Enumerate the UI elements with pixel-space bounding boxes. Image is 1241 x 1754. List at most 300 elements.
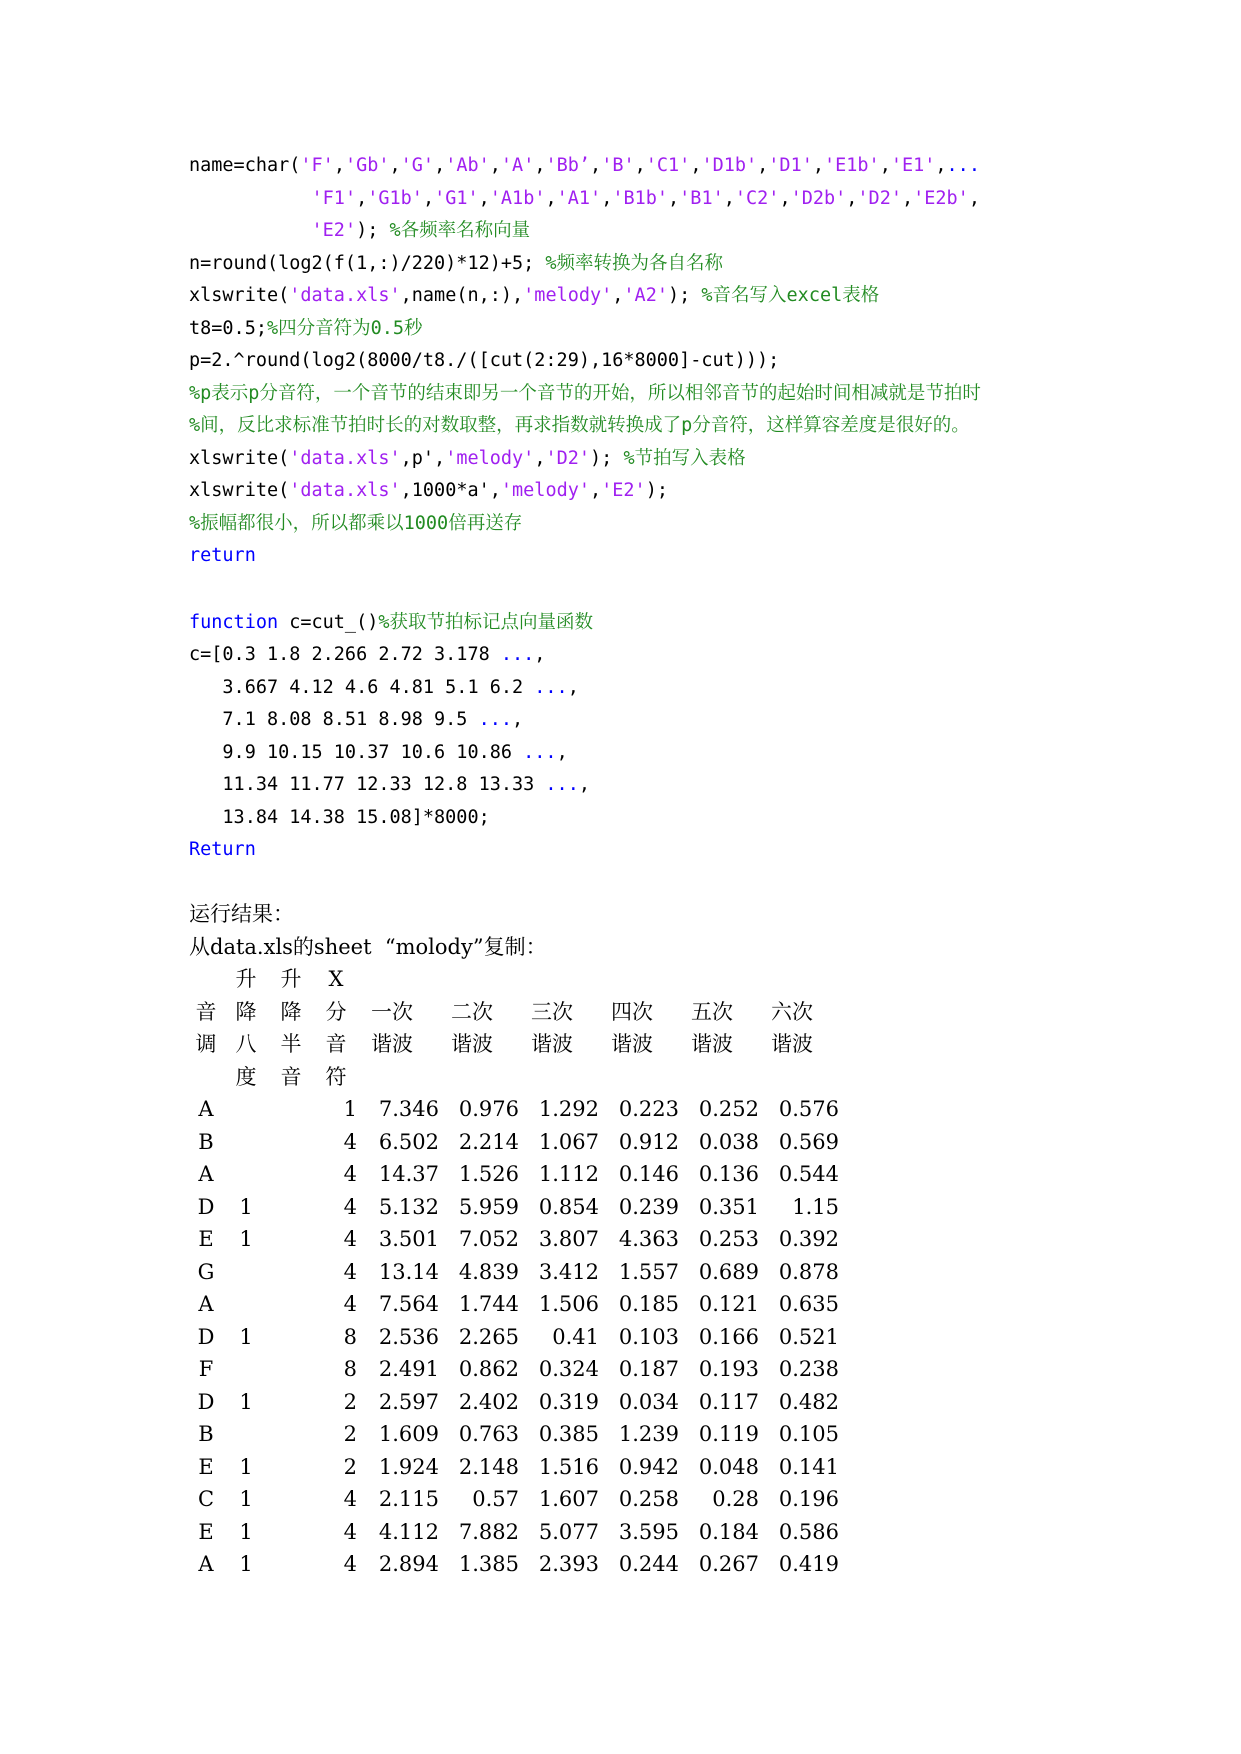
table-cell: 0.038: [698, 1129, 759, 1154]
table-header-cell: 八: [235, 1032, 257, 1056]
table-header-cell: 谐波: [371, 1032, 413, 1056]
code-text: ,: [534, 155, 546, 176]
table-cell: [269, 1126, 313, 1159]
table-header-row: [189, 963, 839, 996]
table-cell: [223, 1158, 269, 1191]
table-cell: 0.267: [698, 1552, 759, 1576]
table-header-cell: X: [328, 967, 344, 991]
code-string: 'melody': [500, 480, 590, 501]
table-cell: 1.506: [538, 1292, 599, 1316]
table-header-row: [189, 1028, 839, 1061]
table-header-cell: 度: [235, 1064, 257, 1089]
table-cell: [269, 1256, 313, 1289]
table-cell: 1.516: [538, 1454, 599, 1479]
code-line: [189, 215, 1149, 248]
code-string: 'data.xls': [289, 480, 401, 501]
table-header-cell: [679, 963, 759, 996]
table-cell: 1.292: [538, 1097, 599, 1121]
table-cell: [223, 1418, 269, 1451]
code-comment: %音名写入excel表格: [701, 285, 880, 306]
code-comment: %振幅都很小，所以都乘以1000倍再送存: [189, 512, 523, 534]
code-string: 'F1': [311, 187, 357, 209]
table-cell: 1.385: [458, 1552, 519, 1576]
code-string: 'E2b': [913, 187, 969, 209]
code-text: ,1000*a',: [400, 480, 501, 501]
table-header-cell: 谐波: [771, 1032, 813, 1056]
table-cell: 0.244: [618, 1552, 679, 1576]
code-string: 'G1b': [367, 187, 423, 209]
code-keyword: ...: [946, 155, 980, 176]
code-text: xlswrite(: [189, 480, 290, 501]
code-keyword: ...: [478, 709, 513, 730]
table-cell: 2.597: [378, 1389, 439, 1414]
table-cell: 4: [343, 1259, 357, 1284]
table-cell: 5.959: [458, 1194, 519, 1219]
table-row: [189, 1321, 839, 1354]
table-cell: 2.115: [378, 1487, 439, 1511]
harmonics-table: [189, 963, 839, 1581]
table-cell: [223, 1126, 269, 1159]
table-cell: 0.324: [538, 1357, 599, 1381]
table-cell: 0.252: [698, 1097, 759, 1121]
table-header-cell: 谐波: [531, 1032, 573, 1056]
code-string: 'Bb’: [545, 155, 591, 176]
table-cell: 1.112: [538, 1162, 599, 1186]
table-cell: 14.37: [378, 1162, 439, 1186]
code-string: 'A': [500, 155, 535, 176]
table-cell: 1: [239, 1324, 253, 1349]
table-cell: 1.744: [458, 1292, 519, 1316]
code-text: ,: [690, 155, 702, 176]
code-string: 'D2b': [790, 187, 847, 209]
table-cell: 0.166: [698, 1324, 759, 1349]
result-subheading: 从data.xls的sheet “molody”复制：: [189, 934, 547, 959]
table-cell: 2: [343, 1454, 357, 1479]
table-cell: 0.942: [618, 1454, 679, 1479]
code-text: ,: [356, 187, 368, 209]
table-cell: 0.187: [618, 1357, 679, 1381]
table-cell: 3.807: [538, 1227, 599, 1251]
table-cell: [269, 1418, 313, 1451]
code-string: 'Ab': [445, 155, 490, 176]
result-heading: 运行结果：: [189, 902, 294, 926]
table-header-cell: 半: [280, 1032, 302, 1056]
code-keyword: return: [189, 545, 256, 566]
code-text: ,: [534, 447, 546, 469]
table-cell: 1: [239, 1389, 253, 1414]
table-cell: 0.253: [698, 1227, 759, 1251]
table-cell: 0.544: [778, 1162, 839, 1186]
table-header-cell: [189, 1061, 223, 1094]
code-text: ,: [389, 155, 401, 176]
code-text: ,: [723, 187, 735, 209]
code-line: [189, 737, 1149, 770]
code-string: 'E1': [890, 155, 936, 176]
table-cell: 0.184: [698, 1519, 759, 1544]
code-text: c=[0.3 1.8 2.266 2.72 3.178: [189, 644, 501, 665]
code-line: [189, 313, 1149, 346]
code-text: ,: [779, 187, 791, 209]
table-row: [189, 1548, 839, 1581]
table-cell: 0.196: [778, 1487, 839, 1511]
table-cell: A: [198, 1162, 214, 1186]
code-comment: %p表示p分音符，一个音节的结束即另一个音节的开始，所以相邻音节的起始时间相减就是节拍时: [189, 382, 981, 404]
code-text: [189, 220, 312, 241]
result-section: [189, 898, 547, 963]
table-header-cell: [599, 963, 679, 996]
matlab-code-block: [189, 150, 1149, 867]
code-keyword: ...: [545, 774, 579, 795]
table-cell: 4: [343, 1194, 357, 1219]
table-header-row: [189, 1061, 839, 1094]
table-cell: [269, 1158, 313, 1191]
table-cell: 0.258: [618, 1487, 679, 1511]
code-line: [189, 573, 1149, 607]
code-keyword: ...: [534, 676, 568, 698]
table-row: [189, 1353, 839, 1386]
table-cell: 0.351: [698, 1194, 759, 1219]
table-header-cell: 六次: [771, 999, 813, 1024]
table-cell: 1: [343, 1097, 357, 1121]
table-cell: 13.14: [378, 1259, 439, 1284]
code-line: [189, 345, 1149, 378]
table-row: [189, 1223, 839, 1256]
code-text: ,: [434, 155, 446, 176]
table-cell: E: [198, 1227, 214, 1251]
table-cell: [269, 1321, 313, 1354]
code-line: [189, 410, 1149, 443]
code-text: xlswrite(: [189, 285, 290, 306]
table-cell: 0.862: [458, 1357, 519, 1381]
table-cell: 4.839: [458, 1259, 519, 1284]
table-cell: 4.112: [378, 1519, 439, 1544]
code-text: ,: [512, 709, 524, 730]
table-cell: 0.392: [778, 1227, 839, 1251]
code-text: ,: [590, 155, 602, 176]
table-header-cell: 音: [280, 1064, 302, 1089]
table-cell: 7.346: [378, 1097, 439, 1121]
table-cell: 0.117: [698, 1389, 759, 1414]
table-cell: 0.319: [538, 1389, 599, 1414]
table-row: [189, 1126, 839, 1159]
table-cell: 2.148: [458, 1454, 519, 1479]
table-cell: 0.878: [778, 1259, 839, 1284]
code-string: 'Gb': [344, 155, 390, 176]
table-cell: B: [198, 1422, 214, 1446]
code-text: c=cut_(): [278, 611, 379, 633]
table-cell: 1.557: [618, 1259, 679, 1284]
code-comment: %节拍写入表格: [623, 447, 746, 469]
code-line: [189, 150, 1149, 183]
table-cell: [223, 1256, 269, 1289]
code-string: 'D1': [768, 155, 813, 176]
table-cell: [269, 1288, 313, 1321]
table-header-cell: 三次: [531, 999, 573, 1024]
table-cell: 0.105: [778, 1422, 839, 1446]
table-header-cell: 四次: [611, 999, 653, 1024]
table-cell: [269, 1353, 313, 1386]
table-cell: 2: [343, 1389, 357, 1414]
table-cell: A: [198, 1292, 214, 1316]
code-string: 'B1b': [612, 187, 669, 209]
code-line: [189, 802, 1149, 835]
table-cell: 8: [343, 1324, 357, 1349]
code-text: ,: [590, 480, 602, 501]
table-header-cell: 谐波: [691, 1032, 733, 1056]
table-cell: 0.41: [552, 1324, 599, 1349]
code-text: ,: [968, 187, 980, 209]
table-cell: 2.265: [458, 1324, 519, 1349]
code-string: 'D2': [545, 447, 591, 469]
code-comment: %各频率名称向量: [389, 220, 531, 241]
code-string: 'data.xls': [289, 447, 401, 469]
code-string: 'B1': [679, 187, 724, 209]
table-cell: [269, 1516, 313, 1549]
code-line: [189, 280, 1149, 313]
table-cell: 0.185: [618, 1292, 679, 1316]
table-cell: [269, 1451, 313, 1484]
table-header-cell: 升: [280, 967, 302, 991]
table-cell: 2.402: [458, 1389, 519, 1414]
table-cell: 0.146: [618, 1162, 679, 1186]
code-text: [189, 188, 312, 209]
table-row: [189, 1288, 839, 1321]
table-header-cell: 降: [235, 999, 257, 1024]
code-text: ,: [534, 644, 546, 665]
table-cell: 2.393: [538, 1552, 599, 1576]
table-cell: D: [197, 1324, 215, 1349]
code-text: );: [356, 220, 390, 241]
code-text: p=2.^round(log2(8000/t8./([cut(2:29),16*8000]-cut)));: [189, 350, 780, 371]
table-header-cell: [359, 1061, 439, 1094]
code-line: [189, 672, 1149, 705]
table-row: [189, 1256, 839, 1289]
table-header-cell: [599, 1061, 679, 1094]
code-string: 'E1b': [824, 155, 880, 176]
code-line: [189, 540, 1149, 573]
code-text: );: [667, 285, 702, 306]
table-cell: 1.067: [538, 1129, 599, 1154]
table-header-cell: [759, 963, 839, 996]
code-text: ,: [812, 155, 824, 176]
table-row: [189, 1451, 839, 1484]
code-text: ,: [567, 676, 579, 698]
table-header-cell: 五次: [691, 999, 733, 1024]
table-cell: 0.854: [538, 1194, 599, 1219]
code-string: 'A1b': [489, 187, 546, 209]
table-cell: 0.238: [778, 1357, 839, 1381]
table-cell: 0.239: [618, 1194, 679, 1219]
table-cell: 1.924: [378, 1454, 439, 1479]
code-string: 'B': [601, 155, 635, 176]
table-cell: 0.521: [778, 1324, 839, 1349]
code-text: ,: [757, 155, 769, 176]
code-line: [189, 639, 1149, 672]
table-cell: G: [197, 1259, 215, 1284]
code-line: [189, 443, 1149, 476]
table-cell: 0.136: [698, 1162, 759, 1186]
table-cell: 0.912: [618, 1129, 679, 1154]
code-text: ,: [601, 187, 613, 209]
code-text: ,: [901, 187, 914, 209]
table-cell: 0.103: [618, 1324, 679, 1349]
code-line: [189, 183, 1149, 216]
table-header-cell: 谐波: [451, 1032, 493, 1056]
table-header-cell: 符: [325, 1064, 347, 1089]
table-cell: 0.569: [778, 1129, 839, 1154]
table-header-cell: [439, 963, 519, 996]
table-cell: D: [197, 1194, 215, 1219]
table-row: [189, 1158, 839, 1191]
code-text: ,: [478, 187, 490, 209]
table-cell: [223, 1288, 269, 1321]
table-row: [189, 1191, 839, 1224]
code-string: 'data.xls': [289, 285, 401, 306]
table-cell: F: [198, 1357, 214, 1381]
table-cell: 0.586: [778, 1519, 839, 1544]
code-string: 'C1': [645, 155, 691, 176]
table-header-cell: 一次: [371, 999, 413, 1024]
code-line: [189, 834, 1149, 867]
code-string: 'A2': [623, 285, 668, 306]
code-text: 7.1 8.08 8.51 8.98 9.5: [189, 709, 479, 730]
table-cell: A: [198, 1552, 214, 1576]
table-cell: 3.501: [378, 1227, 439, 1251]
table-header-cell: [519, 963, 599, 996]
code-line: [189, 704, 1149, 737]
table-cell: 2.214: [458, 1129, 519, 1154]
table-cell: 0.635: [778, 1292, 839, 1316]
table-cell: [223, 1353, 269, 1386]
table-header-cell: 二次: [451, 999, 493, 1024]
table-header-cell: 谐波: [611, 1032, 653, 1056]
table-cell: 1.607: [538, 1487, 599, 1511]
table-cell: 0.034: [618, 1389, 679, 1414]
table-cell: 0.976: [458, 1097, 519, 1121]
code-string: 'E2': [311, 220, 357, 241]
table-cell: 3.595: [618, 1519, 679, 1544]
table-cell: 2.491: [378, 1357, 439, 1381]
table-cell: [223, 1093, 269, 1126]
table-cell: 4: [343, 1162, 357, 1186]
code-text: ,: [846, 187, 858, 209]
table-header-cell: 升: [235, 967, 257, 991]
code-line: [189, 378, 1149, 411]
code-string: 'melody': [445, 447, 535, 469]
code-string: 'D1b': [701, 155, 758, 176]
table-cell: [269, 1093, 313, 1126]
table-cell: 7.564: [378, 1292, 439, 1316]
table-cell: 4: [343, 1292, 357, 1316]
table-header-cell: [359, 963, 439, 996]
code-text: ,: [612, 285, 624, 306]
table-cell: [269, 1191, 313, 1224]
table-cell: 1: [239, 1227, 253, 1251]
code-text: n=round(log2(f(1,:)/220)*12)+5;: [189, 252, 546, 274]
code-keyword: Return: [189, 839, 256, 860]
code-line: [189, 508, 1149, 541]
table-cell: 0.223: [618, 1097, 679, 1121]
table-cell: 0.689: [698, 1259, 759, 1284]
code-string: 'melody': [523, 285, 613, 306]
table-cell: [269, 1223, 313, 1256]
code-text: 3.667 4.12 4.6 4.81 5.1 6.2: [189, 676, 535, 698]
code-comment: %间，反比求标准节拍时长的对数取整，再求指数就转换成了p分音符，这样算容差度是很好的。: [189, 415, 970, 436]
table-header-cell: [519, 1061, 599, 1094]
table-cell: 0.482: [778, 1389, 839, 1414]
code-text: );: [590, 447, 624, 469]
table-cell: 1: [239, 1454, 253, 1479]
table-cell: 4.363: [618, 1227, 679, 1251]
table-cell: 4: [343, 1552, 357, 1576]
table-cell: 0.048: [698, 1454, 759, 1479]
table-cell: 1.609: [378, 1422, 439, 1446]
table-cell: B: [198, 1129, 214, 1154]
code-string: 'G1': [434, 187, 479, 209]
code-text: ,: [935, 155, 947, 176]
table-cell: 4: [343, 1227, 357, 1251]
code-text: name=char(: [189, 155, 301, 176]
code-string: 'C2': [734, 187, 780, 209]
table-header-cell: [759, 1061, 839, 1094]
code-text: t8=0.5;: [189, 317, 267, 339]
code-text: ,name(n,:),: [400, 285, 524, 306]
table-cell: [269, 1483, 313, 1516]
code-text: 13.84 14.38 15.08]*8000;: [189, 806, 490, 828]
table-cell: 0.57: [472, 1487, 519, 1511]
table-cell: 7.882: [458, 1519, 519, 1544]
table-header-cell: [679, 1061, 759, 1094]
code-string: 'D2': [857, 187, 902, 209]
table-cell: 5.077: [538, 1519, 599, 1544]
table-header-cell: 分: [325, 999, 347, 1024]
table-cell: 0.141: [778, 1454, 839, 1479]
code-text: ,: [879, 155, 891, 176]
table-cell: 7.052: [458, 1227, 519, 1251]
code-text: ,: [578, 774, 590, 795]
table-cell: 2.536: [378, 1324, 439, 1349]
table-row: [189, 1516, 839, 1549]
code-string: 'E2': [601, 480, 646, 501]
code-keyword: ...: [500, 644, 535, 665]
table-cell: 1.239: [618, 1422, 679, 1446]
code-text: ,: [668, 187, 680, 209]
code-text: );: [645, 480, 668, 501]
table-row: [189, 1386, 839, 1419]
table-cell: E: [198, 1454, 214, 1479]
code-string: 'G': [400, 155, 435, 176]
code-string: 'F': [300, 155, 334, 176]
code-text: 9.9 10.15 10.37 10.6 10.86: [189, 741, 524, 763]
table-header-cell: [439, 1061, 519, 1094]
table-cell: 1: [239, 1487, 253, 1511]
code-line: [189, 769, 1149, 802]
table-header-cell: 降: [280, 999, 302, 1024]
table-cell: 2.894: [378, 1552, 439, 1576]
table-cell: 1.526: [458, 1162, 519, 1186]
table-cell: 0.419: [778, 1552, 839, 1576]
table-cell: 4: [343, 1129, 357, 1154]
table-cell: E: [198, 1519, 214, 1544]
table-cell: 0.763: [458, 1422, 519, 1446]
table-cell: D: [197, 1389, 215, 1414]
code-text: ,: [634, 155, 646, 176]
code-text: ,: [545, 187, 557, 209]
code-comment: %频率转换为各自名称: [545, 252, 724, 274]
table-cell: 0.121: [698, 1292, 759, 1316]
table-header-cell: 音: [195, 999, 217, 1024]
table-header-cell: [189, 963, 223, 996]
